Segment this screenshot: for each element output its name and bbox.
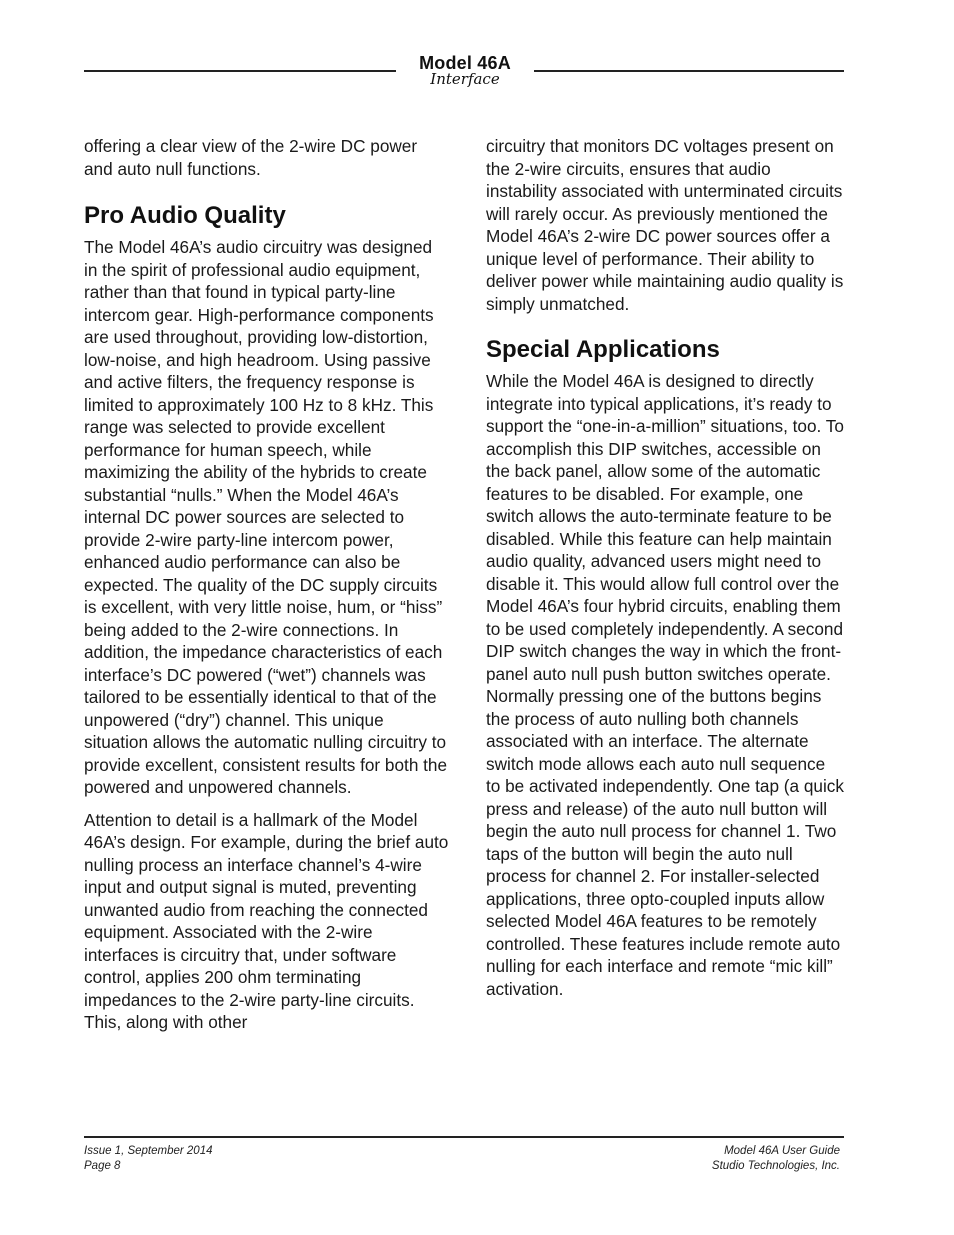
brand-logo (396, 52, 534, 86)
page-footer (84, 1136, 844, 1172)
footer-left (84, 1144, 213, 1174)
footer-company: Studio Technologies, Inc. (711, 1160, 840, 1172)
body-paragraph: While the Model 46A is designed to directly integrate into typical applications, it’s ready to support the “one-in-a-million” situations, too. To accomplish this DIP switches, accessible on the back panel, allow some of the automatic features to be disabled. For example, one switch allows the auto-terminate feature to be disabled. While this feature can help maintain audio quality, advanced users might need to disable it. This would allow full control over the Model 46A’s four hybrid circuits, enabling them to be used completely independently. A second DIP switch changes the way in which the front-panel auto null push button switches operate. Normally pressing one of the buttons begins the process of auto nulling both channels associated with an interface. The alternate switch mode allows each auto null sequence to be activated independently. One tap (a quick press and release) of the auto null button will begin the auto null process for channel 1. Two taps of the button will begin the auto null process for channel 2. For installer-selected applications, three opto-coupled inputs allow selected Model 46A features to be remotely controlled. These features include remote auto nulling for each interface and remote “mic kill” activation. (486, 371, 844, 999)
footer-issue: Issue 1, September 2014 (84, 1145, 213, 1157)
header-rule-right (534, 70, 844, 72)
brand-subtitle: Interface (430, 70, 500, 88)
left-intro-paragraph: offering a clear view of the 2-wire DC power and auto null functions. (84, 136, 418, 179)
left-column (84, 135, 450, 1034)
right-intro-paragraph: circuitry that monitors DC voltages present on the 2-wire circuits, ensures that audio instability associated with unterminated circuits will rarely occur. As previously mentioned the Model 46A’s 2-wire DC power sources offer a unique level of performance. Their ability to deliver power while maintaining audio quality is simply unmatched. (486, 136, 844, 314)
footer-rule (84, 1136, 844, 1138)
footer-page-number: Page 8 (84, 1160, 121, 1172)
brand-model: Model 46A (419, 53, 511, 73)
footer-guide-title: Model 46A User Guide (724, 1145, 840, 1157)
right-column (486, 135, 844, 1000)
body-paragraph: The Model 46A’s audio circuitry was designed in the spirit of professional audio equipment, rather than that found in typical party-line intercom gear. High-performance components are used throughout, providing low-distortion, low-noise, and high headroom. Using passive and active filters, the frequency response is limited to approximately 100 Hz to 8 kHz. This range was selected to provide excellent performance for human speech, while maximizing the ability of the hybrids to create substantial “nulls.” When the Model 46A’s internal DC power sources are selected to provide 2-wire party-line intercom power, enhanced audio performance can also be expected. The quality of the DC supply circuits is excellent, with very little noise, hum, or “hiss” being added to the 2-wire connections. In addition, the impedance characteristics of each interface’s DC powered (“wet”) channels was tailored to be essentially identical to that of the unpowered (“dry”) channel. This unique situation allows the automatic nulling circuitry to provide excellent, consistent results for both the powered and unpowered channels. (84, 237, 448, 797)
section-heading-pro-audio: Pro Audio Quality (84, 202, 286, 229)
section-heading-special-applications: Special Applications (486, 336, 720, 363)
body-paragraph: Attention to detail is a hallmark of the Model 46A’s design. For example, during the brief auto nulling process an interface channel’s 4-wire input and output signal is muted, preventing unwanted audio from reaching the connected equipment. Associated with the 2-wire interfaces is circuitry that, under software control, applies 200 ohm terminating impedances to the 2-wire party-line circuits. This, along with other (84, 809, 449, 1032)
page-header (84, 52, 844, 92)
header-rule-left (84, 70, 396, 72)
footer-right (712, 1144, 840, 1174)
